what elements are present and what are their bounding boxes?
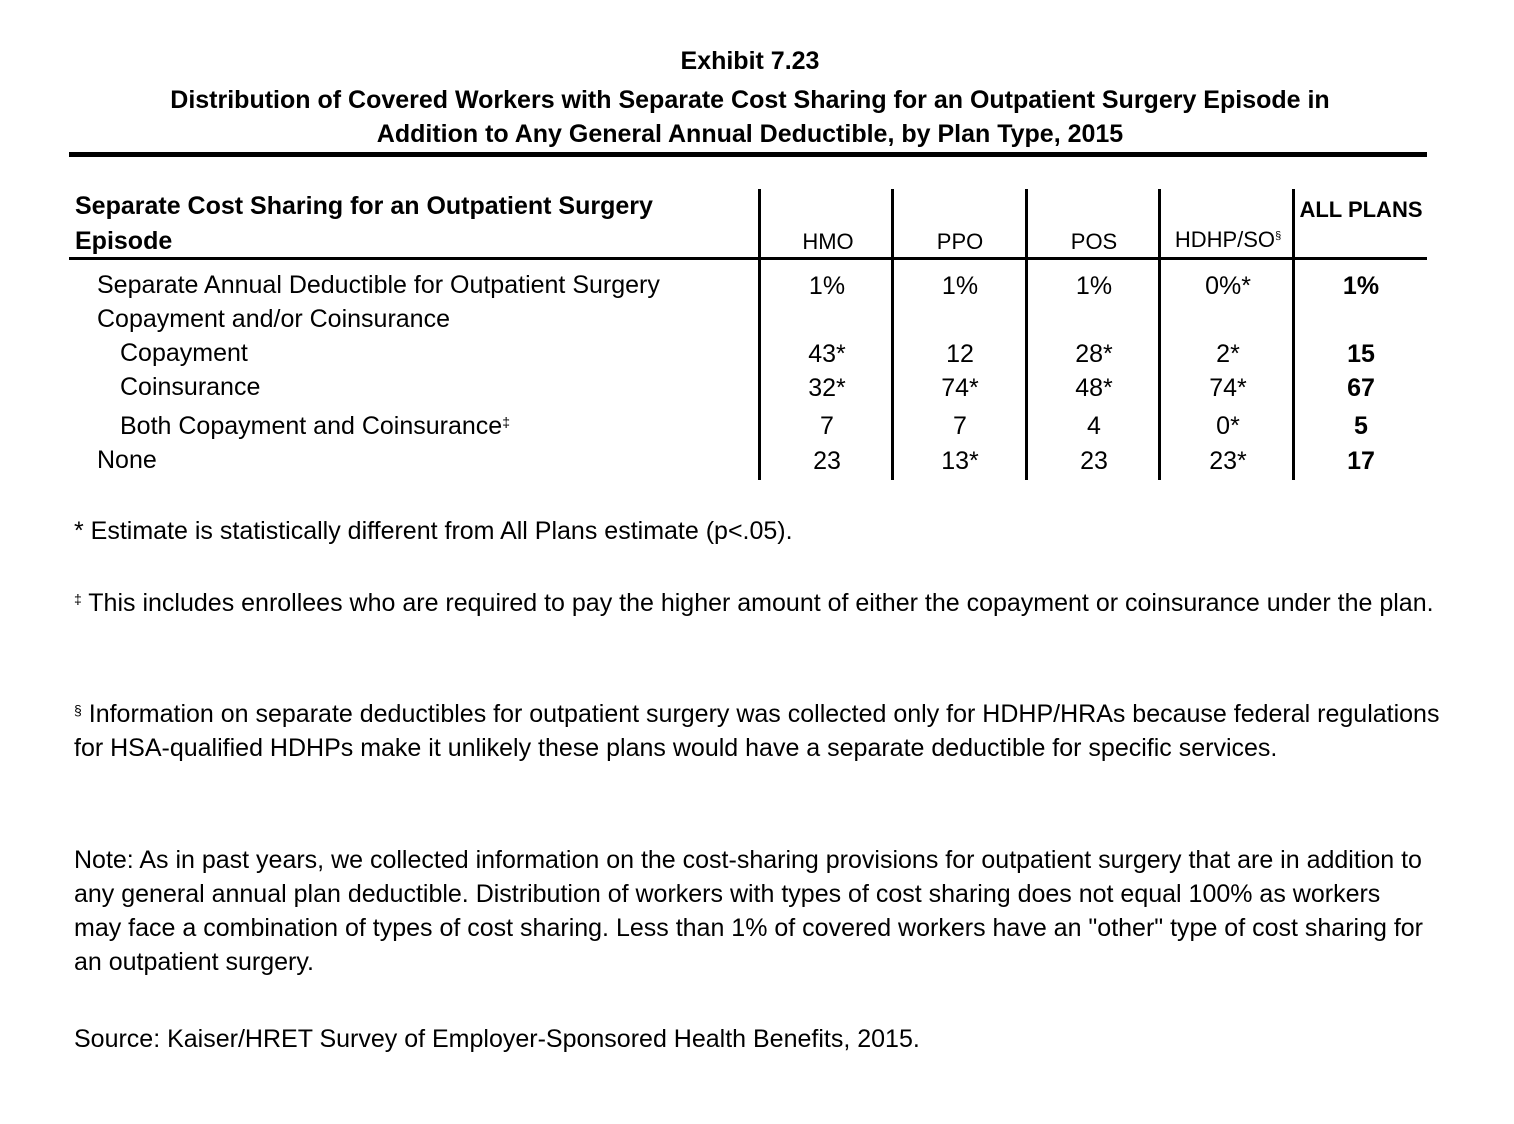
table-cell: 12 [946,340,974,368]
table-cell: 17 [1347,447,1375,475]
dagger-note [74,586,1444,620]
col-head-hdhp-label: HDHP/SO [1174,227,1276,252]
row-label [120,409,510,443]
table-cell: 15 [1347,340,1375,368]
table-cell: 23 [1080,447,1108,475]
stat-note: * Estimate is statistically different from All Plans estimate (p<.05). [74,517,793,545]
table-cell: 0* [1216,412,1240,440]
col-head-hmo: HMO [802,229,854,254]
table-cell: 5 [1354,412,1368,440]
col-head-pos: POS [1070,229,1118,254]
title-rule [69,152,1427,157]
table-cell: 23 [813,447,841,475]
section-mark: § [74,702,82,718]
row-label: Copayment and/or Coinsurance [97,305,450,333]
table-cell: 1% [808,272,846,300]
table-cell: 7 [820,412,834,440]
dagger-text: This includes enrollees who are required to pay the higher amount of either the copayment or coinsurance under the plan. [81,589,1434,617]
col-head-all-plans: ALL PLANS [1299,197,1423,222]
table-cell: 32* [808,374,846,402]
table-cell: 4 [1087,412,1101,440]
exhibit-number: Exhibit 7.23 [680,47,820,75]
table-cell: 1% [1075,272,1113,300]
col-head-ppo: PPO [936,229,984,254]
row-label: None [97,446,157,474]
table-cell: 0%* [1205,272,1251,300]
table-cell: 28* [1075,340,1113,368]
table-cell: 1% [1342,272,1380,300]
row-label-sup: ‡ [502,414,510,430]
section-note [74,697,1444,765]
table-cell: 13* [941,447,979,475]
exhibit-title-line2: Addition to Any General Annual Deductible, by Plan Type, 2015 [376,120,1124,148]
table-cell: 23* [1209,447,1247,475]
col-head-hdhp-sup: § [1275,230,1282,242]
row-label-text: Both Copayment and Coinsurance [120,412,503,440]
dagger-mark: ‡ [74,591,82,607]
header-rule [69,257,1427,260]
row-label: Separate Annual Deductible for Outpatient Surgery [97,271,660,299]
table-cell: 2* [1216,340,1240,368]
section-text: Information on separate deductibles for outpatient surgery was collected only for HDHP/HRAs because federal regulations for HSA-qualified HDHPs make it unlikely these plans would have a separate deductible for specific services. [74,700,1440,762]
method-note: Note: As in past years, we collected information on the cost-sharing provisions for outpatient surgery that are in addition to any general annual plan deductible. Distribution of workers with types of cost sharing does not equal 100% as workers may face a combination of types of cost sharing. Less than 1% of covered workers have an "other" type of cost sharing for an outpatient surgery. [74,846,1424,976]
row-label: Coinsurance [120,373,261,401]
exhibit-title-line1: Distribution of Covered Workers with Separate Cost Sharing for an Outpatient Surgery Episode in [170,86,1330,114]
table-cell: 74* [941,374,979,402]
col-head-hdhp [1161,225,1295,255]
table-cell: 43* [808,340,846,368]
row-label: Copayment [120,339,248,367]
table-cell: 7 [953,412,967,440]
table-cell: 1% [941,272,979,300]
table-cell: 67 [1347,374,1375,402]
table-cell: 74* [1209,374,1247,402]
row-header: Separate Cost Sharing for an Outpatient Surgery Episode [75,192,653,255]
table-cell: 48* [1075,374,1113,402]
source-note: Source: Kaiser/HRET Survey of Employer-Sponsored Health Benefits, 2015. [74,1025,920,1053]
